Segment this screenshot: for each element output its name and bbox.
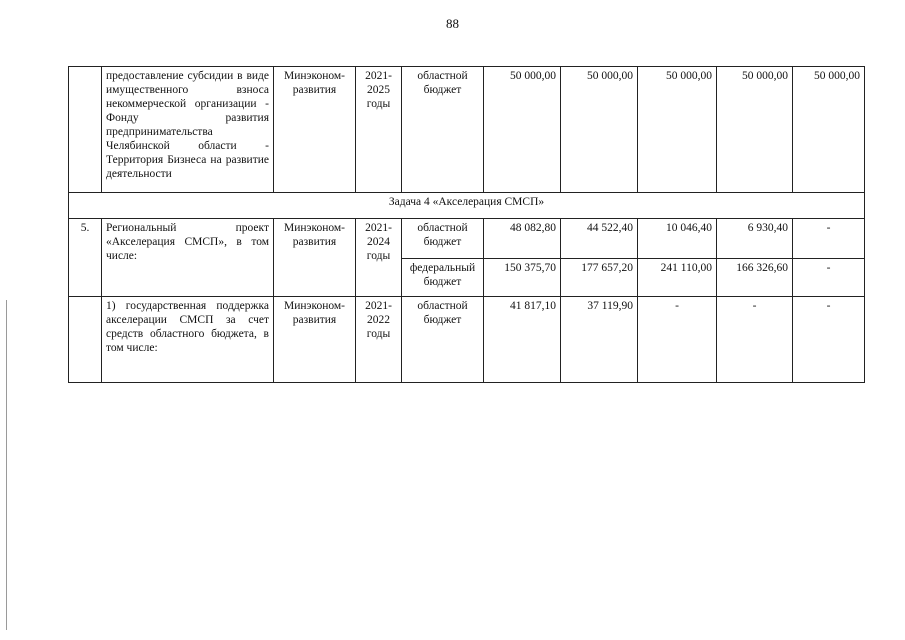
task-heading-row xyxy=(69,193,865,219)
value-cell: 150 375,70 xyxy=(484,259,561,297)
funding-source: федеральный бюджет xyxy=(402,259,484,297)
row-number: 5. xyxy=(69,219,102,297)
value-cell: 50 000,00 xyxy=(717,67,793,193)
row-years: 2021-2025 годы xyxy=(356,67,402,193)
row-years: 2021-2024 годы xyxy=(356,219,402,297)
row-number xyxy=(69,67,102,193)
table-row xyxy=(69,219,865,259)
value-cell: 50 000,00 xyxy=(793,67,865,193)
value-cell: - xyxy=(793,259,865,297)
row-description: Региональный проект «Акселерация СМСП», в том числе: xyxy=(102,219,274,297)
value-cell: - xyxy=(793,219,865,259)
value-cell: - xyxy=(638,297,717,383)
funding-source: областной бюджет xyxy=(402,297,484,383)
task-heading: Задача 4 «Акселерация СМСП» xyxy=(69,193,865,219)
value-cell: 48 082,80 xyxy=(484,219,561,259)
value-cell: 177 657,20 xyxy=(561,259,638,297)
row-description: 1) государственная поддержка акселерации СМСП за счет средств областного бюджета, в том числе: xyxy=(102,297,274,383)
value-cell: 50 000,00 xyxy=(484,67,561,193)
value-cell: 10 046,40 xyxy=(638,219,717,259)
row-years: 2021-2022 годы xyxy=(356,297,402,383)
value-cell: 50 000,00 xyxy=(638,67,717,193)
value-cell: - xyxy=(717,297,793,383)
value-cell: 37 119,90 xyxy=(561,297,638,383)
scan-edge-line xyxy=(6,300,7,630)
row-description: предоставление субсидии в виде имущественного взноса некоммерческой организации - Фонду развития предпринимательства Челябинской области - Территория Бизнеса на развитие деятельности xyxy=(102,67,274,193)
row-executor: Минэконом-развития xyxy=(274,219,356,297)
table-row xyxy=(69,297,865,383)
row-number xyxy=(69,297,102,383)
page-number: 88 xyxy=(446,16,459,31)
row-executor: Минэконом-развития xyxy=(274,67,356,193)
value-cell: 166 326,60 xyxy=(717,259,793,297)
value-cell: 41 817,10 xyxy=(484,297,561,383)
row-executor: Минэконом-развития xyxy=(274,297,356,383)
value-cell: 6 930,40 xyxy=(717,219,793,259)
value-cell: - xyxy=(793,297,865,383)
value-cell: 50 000,00 xyxy=(561,67,638,193)
budget-table xyxy=(68,66,865,383)
table-row xyxy=(69,67,865,193)
funding-source: областной бюджет xyxy=(402,67,484,193)
value-cell: 241 110,00 xyxy=(638,259,717,297)
funding-source: областной бюджет xyxy=(402,219,484,259)
value-cell: 44 522,40 xyxy=(561,219,638,259)
